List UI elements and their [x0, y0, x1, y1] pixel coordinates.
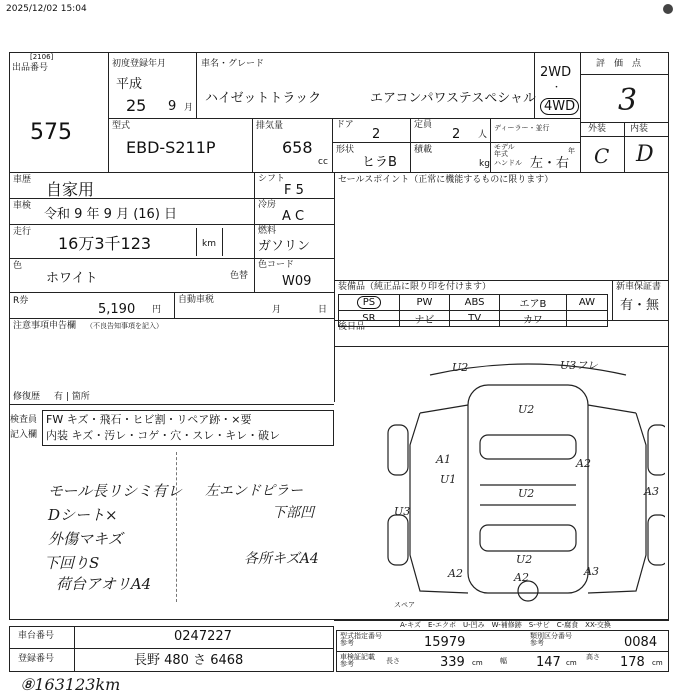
interior-score: D — [636, 142, 654, 167]
length-label: 長さ — [386, 657, 400, 665]
lot-code: [2106] — [30, 53, 54, 61]
new-warranty-value: 有・無 — [620, 298, 660, 313]
color-code-value: W09 — [282, 274, 312, 289]
inspector-row-2: 内装 キズ・汚レ・コゲ・穴・スレ・キレ・破レ — [46, 429, 281, 442]
cat-label: 類別区分番号 参考 — [530, 632, 572, 647]
fuel-value: ガソリン — [258, 239, 311, 254]
inspector-row-1: FW キズ・飛石・ヒビ割・リペア跡・×要 — [46, 413, 252, 426]
equip-pw: PW — [399, 295, 449, 311]
interior-label: 内装 — [630, 124, 649, 134]
timestamp: 2025/12/02 15:04 — [6, 4, 87, 14]
load-unit: kg — [479, 159, 490, 169]
equipment-label: 装備品（純正品に限り印を付けます） — [338, 282, 492, 292]
recycle-unit: 円 — [152, 305, 162, 315]
shape-value: ヒラB — [362, 155, 397, 170]
inspector-box — [42, 410, 334, 446]
hand-right-3: 各所キズA4 — [244, 551, 319, 567]
drive-2wd: 2WD — [540, 65, 572, 80]
plate-value: 長野 480 さ 6468 — [134, 653, 244, 668]
car-grade: エアコンパワステスペシャル — [370, 91, 537, 106]
first-reg-era: 平成 — [116, 77, 143, 92]
mark-4: A1 — [436, 453, 451, 466]
first-reg-month: 9 — [168, 99, 177, 114]
exterior-score: C — [594, 144, 610, 168]
length-value: 339 — [440, 655, 465, 670]
mark-5: U1 — [440, 473, 457, 486]
mark-9: U3 — [394, 505, 411, 518]
displacement-label: 排気量 — [256, 121, 284, 131]
width-unit: cm — [566, 659, 577, 667]
height-unit: cm — [652, 659, 663, 667]
mark-1: U2 — [452, 361, 469, 374]
lot-label: 出品番号 — [12, 63, 49, 73]
dim-label: 車検証記載 参考 — [340, 653, 375, 668]
color-code-label: 色コード — [258, 260, 295, 270]
mark-6: A2 — [576, 457, 591, 470]
equip-airbag: エアB — [500, 295, 567, 311]
hand-note-3: 外傷マキズ — [48, 530, 123, 548]
shift-label: シフト — [258, 174, 286, 184]
equip-aw: AW — [566, 295, 607, 311]
drive-sep: ・ — [552, 83, 562, 93]
model-label: 型式 — [112, 121, 131, 131]
capacity-unit: 人 — [478, 130, 488, 140]
capacity-value: 2 — [452, 127, 461, 142]
tax-day: 日 — [318, 305, 328, 315]
model-year-label: モデル 年式 — [494, 143, 515, 158]
mark-7: U2 — [518, 487, 535, 500]
repair-value: 有 | 箇所 — [54, 392, 90, 402]
score-value: 3 — [618, 83, 638, 118]
equip-abs: ABS — [450, 295, 500, 311]
first-reg-year: 25 — [126, 96, 147, 115]
mark-11: A2 — [448, 567, 463, 580]
displacement-value: 658 — [282, 138, 313, 157]
capacity-label: 定員 — [414, 120, 433, 130]
mileage-value: 16万3千123 — [58, 234, 152, 253]
width-value: 147 — [536, 655, 561, 670]
mark-12: A2 — [514, 571, 529, 584]
note-divider — [176, 452, 177, 602]
load-label: 積載 — [414, 145, 433, 155]
color-change-label: 色替 — [230, 271, 249, 281]
equip-blank — [566, 311, 607, 327]
legend: A-キズ E-エクボ U-凹み W-補修跡 S-サビ C-腐食 XX-交換 — [400, 621, 611, 629]
model-year-unit: 年 — [568, 147, 575, 155]
handle-value: 左・右 — [530, 156, 570, 171]
doors-label: ドア — [336, 120, 354, 130]
tax-label: 自動車税 — [178, 295, 215, 305]
equip-ps: PS — [339, 295, 400, 311]
first-reg-month-unit: 月 — [184, 103, 194, 113]
mark-13: A3 — [584, 565, 599, 578]
equipment-table — [338, 294, 608, 327]
usage-label: 車歴 — [13, 175, 32, 185]
hand-note-5: 荷台アオリA4 — [56, 575, 152, 593]
doors-value: 2 — [372, 127, 381, 142]
repair-label: 修復歴 — [13, 392, 41, 402]
mark-3: U2 — [518, 403, 535, 416]
exterior-label: 外装 — [588, 124, 607, 134]
first-reg-label: 初度登録年月 — [112, 59, 167, 69]
notes-label: 注意事項申告欄 — [13, 321, 77, 331]
cat-value: 0084 — [624, 635, 658, 650]
tax-month: 月 — [272, 305, 282, 315]
color-value: ホワイト — [46, 271, 98, 286]
inspection-value: 令和 9 年 9 月 (16) 日 — [44, 207, 178, 222]
car-damage-diagram — [380, 355, 665, 610]
color-label: 色 — [13, 261, 23, 271]
type-label: 型式指定番号 参考 — [340, 632, 382, 647]
recycle-label: R券 — [13, 296, 29, 306]
inspection-label: 車検 — [13, 201, 32, 211]
lot-number: 575 — [30, 120, 72, 145]
displacement-unit: cc — [318, 157, 328, 167]
handle-label: ハンドル — [494, 159, 522, 167]
car-name-label: 車名・グレード — [201, 59, 265, 69]
hand-note-4: 下回りS — [44, 554, 100, 572]
mark-8: A3 — [644, 485, 659, 498]
inspector-label-1: 検査員 — [10, 415, 38, 425]
new-warranty-label: 新車保証書 — [616, 282, 662, 292]
equip-leather: カワ — [500, 311, 567, 327]
dealer-label: ディーラー・並行 — [494, 124, 550, 132]
mileage-label: 走行 — [13, 227, 32, 237]
chassis-value: 0247227 — [174, 629, 232, 644]
hand-note-2: Dシート× — [48, 506, 118, 524]
mark-2: U3フレ — [560, 359, 598, 372]
shift-value: F 5 — [284, 183, 304, 198]
height-value: 178 — [620, 655, 645, 670]
inspector-label-2: 記入欄 — [10, 430, 38, 440]
model-value: EBD-S211P — [126, 138, 216, 157]
chassis-label: 車台番号 — [18, 631, 55, 641]
width-label: 幅 — [500, 657, 507, 665]
fuel-label: 燃料 — [258, 226, 277, 236]
usage-value: 自家用 — [46, 180, 95, 199]
length-unit: cm — [472, 659, 483, 667]
plate-label: 登録番号 — [18, 654, 55, 664]
score-label: 評 価 点 — [596, 59, 642, 69]
equip-tv: TV — [450, 311, 500, 327]
car-name: ハイゼットトラック — [205, 91, 322, 106]
mileage-unit: km — [202, 239, 216, 249]
equip-sr: SR — [339, 311, 400, 327]
hand-right-1: 左エンドピラー — [205, 483, 303, 499]
sales-point-label: セールスポイント（正常に機能するものに限ります） — [338, 175, 554, 185]
height-label: 高さ — [586, 653, 600, 661]
ac-label: 冷房 — [258, 200, 277, 210]
spare-label: スペア — [394, 601, 415, 609]
ac-value: A C — [282, 209, 305, 224]
drive-4wd: 4WD — [540, 98, 579, 115]
equip-navi: ナビ — [399, 311, 449, 327]
hand-bottom: ⑧163123km — [20, 675, 121, 694]
shape-label: 形状 — [336, 145, 355, 155]
mark-10: U2 — [516, 553, 533, 566]
hand-note-1: モール長リシミ有レ — [48, 482, 183, 500]
notes-sub: （不良告知事項を記入） — [86, 322, 163, 330]
rear-label: 後日品 — [338, 322, 366, 332]
recycle-value: 5,190 — [98, 302, 136, 317]
type-value: 15979 — [424, 635, 466, 650]
hand-right-2: 下部凹 — [272, 505, 314, 521]
corner-mark — [663, 4, 673, 14]
